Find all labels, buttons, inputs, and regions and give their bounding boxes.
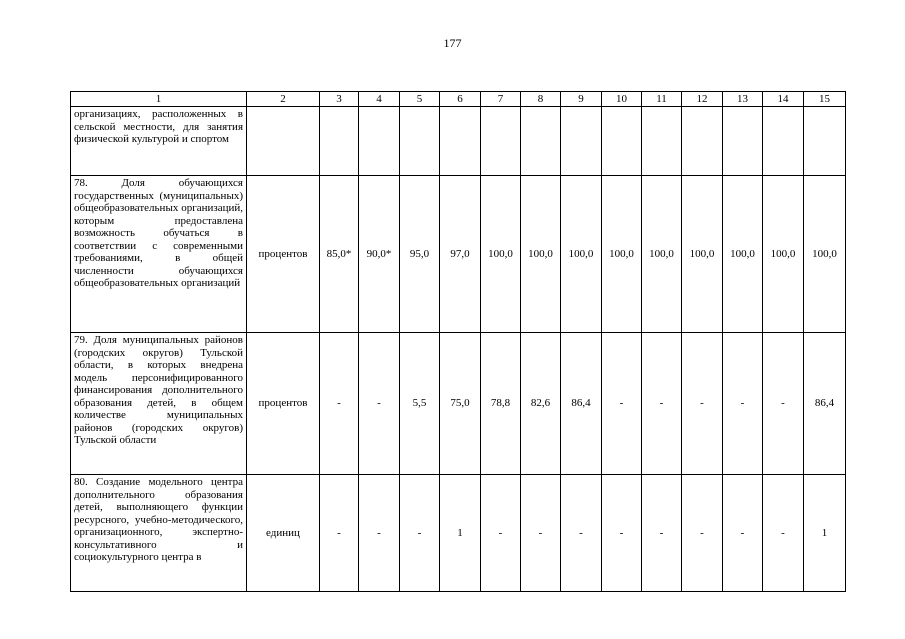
- indicator-value: [481, 107, 521, 176]
- indicator-value: 86,4: [561, 333, 602, 475]
- column-header: 9: [561, 92, 602, 107]
- indicator-value: -: [521, 475, 561, 592]
- column-header: 11: [642, 92, 682, 107]
- indicator-unit: процентов: [247, 176, 320, 333]
- indicator-value: 100,0: [642, 176, 682, 333]
- indicator-value: [440, 107, 481, 176]
- column-header: 1: [71, 92, 247, 107]
- indicator-value: -: [642, 333, 682, 475]
- column-header: 2: [247, 92, 320, 107]
- indicator-description: организациях, расположенных в сельской местности, для занятия физической культурой и спортом: [71, 107, 247, 176]
- indicator-value: 100,0: [804, 176, 846, 333]
- indicator-value: 100,0: [481, 176, 521, 333]
- indicator-value: -: [602, 475, 642, 592]
- indicator-value: -: [723, 333, 763, 475]
- indicator-value: -: [602, 333, 642, 475]
- indicator-value: [682, 107, 723, 176]
- column-header: 15: [804, 92, 846, 107]
- indicator-value: -: [763, 475, 804, 592]
- indicator-value: 75,0: [440, 333, 481, 475]
- indicator-value: 5,5: [400, 333, 440, 475]
- indicator-unit: [247, 107, 320, 176]
- indicator-value: 100,0: [763, 176, 804, 333]
- indicator-description: 80. Создание модельного центра дополнительного образования детей, выполняющего функции ресурсного, учебно-методического, организационного, экспертно-консультативного и социокультурного центра в: [71, 475, 247, 592]
- column-header: 10: [602, 92, 642, 107]
- indicator-value: 1: [804, 475, 846, 592]
- indicator-value: [602, 107, 642, 176]
- column-header: 13: [723, 92, 763, 107]
- indicator-value: 100,0: [682, 176, 723, 333]
- indicator-value: [400, 107, 440, 176]
- indicator-value: 95,0: [400, 176, 440, 333]
- indicator-value: -: [359, 475, 400, 592]
- indicator-value: -: [763, 333, 804, 475]
- indicator-value: -: [723, 475, 763, 592]
- indicator-value: 100,0: [602, 176, 642, 333]
- column-header: 8: [521, 92, 561, 107]
- indicator-description: 78. Доля обучающихся государственных (муниципальных) общеобразовательных организаций, которым предоставлена возможность обучаться в соответствии с современными требованиями, в общей численности обучающихся общеобразовательных организаций: [71, 176, 247, 333]
- indicator-value: -: [320, 475, 359, 592]
- indicator-value: 100,0: [561, 176, 602, 333]
- indicator-value: 82,6: [521, 333, 561, 475]
- table-row: [71, 176, 846, 333]
- indicator-value: -: [642, 475, 682, 592]
- indicator-value: [642, 107, 682, 176]
- indicator-value: -: [359, 333, 400, 475]
- indicator-value: 1: [440, 475, 481, 592]
- indicator-value: [320, 107, 359, 176]
- column-header: 4: [359, 92, 400, 107]
- table-row: [71, 333, 846, 475]
- indicator-value: [763, 107, 804, 176]
- indicator-value: [359, 107, 400, 176]
- indicator-description: 79. Доля муниципальных районов (городских округов) Тульской области, в которых внедрена модель персонифицированного финансирования дополнительного образования детей, в общем количестве муниципальных районов (городских округов) Тульской области: [71, 333, 247, 475]
- indicator-value: [521, 107, 561, 176]
- indicator-value: 100,0: [723, 176, 763, 333]
- indicator-value: 100,0: [521, 176, 561, 333]
- indicator-value: -: [481, 475, 521, 592]
- column-header: 14: [763, 92, 804, 107]
- indicator-value: [723, 107, 763, 176]
- column-header: 3: [320, 92, 359, 107]
- indicator-value: [561, 107, 602, 176]
- table-header-row: [71, 92, 846, 107]
- indicator-value: 90,0*: [359, 176, 400, 333]
- indicator-value: -: [561, 475, 602, 592]
- table-row: [71, 475, 846, 592]
- indicator-unit: единиц: [247, 475, 320, 592]
- indicator-value: 97,0: [440, 176, 481, 333]
- column-header: 12: [682, 92, 723, 107]
- page-number: 177: [443, 36, 462, 50]
- indicator-value: [804, 107, 846, 176]
- indicator-value: -: [682, 475, 723, 592]
- table-row: [71, 107, 846, 176]
- column-header: 7: [481, 92, 521, 107]
- indicator-value: 85,0*: [320, 176, 359, 333]
- indicator-value: -: [400, 475, 440, 592]
- column-header: 6: [440, 92, 481, 107]
- indicator-value: 78,8: [481, 333, 521, 475]
- indicator-value: 86,4: [804, 333, 846, 475]
- indicator-value: -: [320, 333, 359, 475]
- column-header: 5: [400, 92, 440, 107]
- indicator-table: [70, 91, 846, 592]
- indicator-unit: процентов: [247, 333, 320, 475]
- indicator-value: -: [682, 333, 723, 475]
